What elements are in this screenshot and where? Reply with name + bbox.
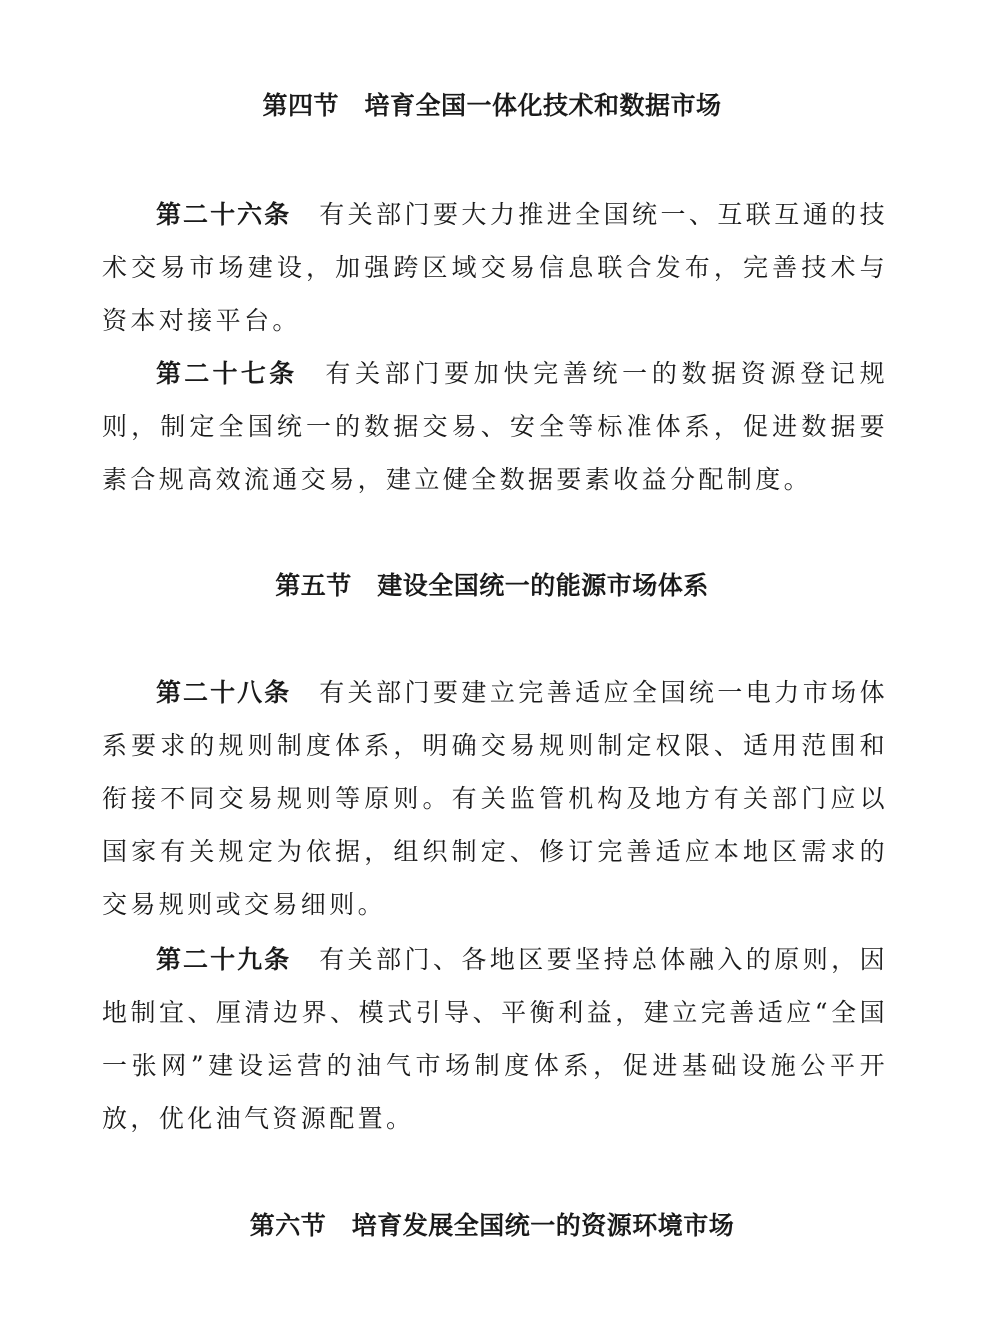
article-number: 第二十八条 — [156, 678, 292, 707]
article-number: 第二十七条 — [156, 359, 298, 388]
article-number: 第二十九条 — [156, 945, 292, 974]
section-title-5: 第五节 建设全国统一的能源市场体系 — [275, 571, 709, 600]
article-text: 有关部门要加快完善统一的数据资源登记规则，制定全国统一的数据交易、安全等标准体系，促进数据要素合规高效流通交易，建立健全数据要素收益分配制度。 — [102, 359, 888, 494]
article-text: 有关部门、各地区要坚持总体融入的原则，因地制宜、厘清边界、模式引导、平衡利益，建立完善适应“全国一张网”建设运营的油气市场制度体系，促进基础设施公平开放，优化油气资源配置。 — [102, 945, 888, 1133]
section-title-4: 第四节 培育全国一体化技术和数据市场 — [262, 91, 722, 120]
section-title-6: 第六节 培育发展全国统一的资源环境市场 — [249, 1211, 735, 1240]
article-28 — [102, 666, 888, 931]
article-text: 有关部门要大力推进全国统一、互联互通的技术交易市场建设，加强跨区域交易信息联合发布，完善技术与资本对接平台。 — [102, 200, 888, 335]
article-number: 第二十六条 — [156, 200, 292, 229]
article-27 — [102, 347, 888, 506]
article-text: 有关部门要建立完善适应全国统一电力市场体系要求的规则制度体系，明确交易规则制定权限、适用范围和衔接不同交易规则等原则。有关监管机构及地方有关部门应以国家有关规定为依据，组织制定、修订完善适应本地区需求的交易规则或交易细则。 — [102, 678, 888, 919]
article-26 — [102, 188, 888, 347]
article-29 — [102, 933, 888, 1145]
